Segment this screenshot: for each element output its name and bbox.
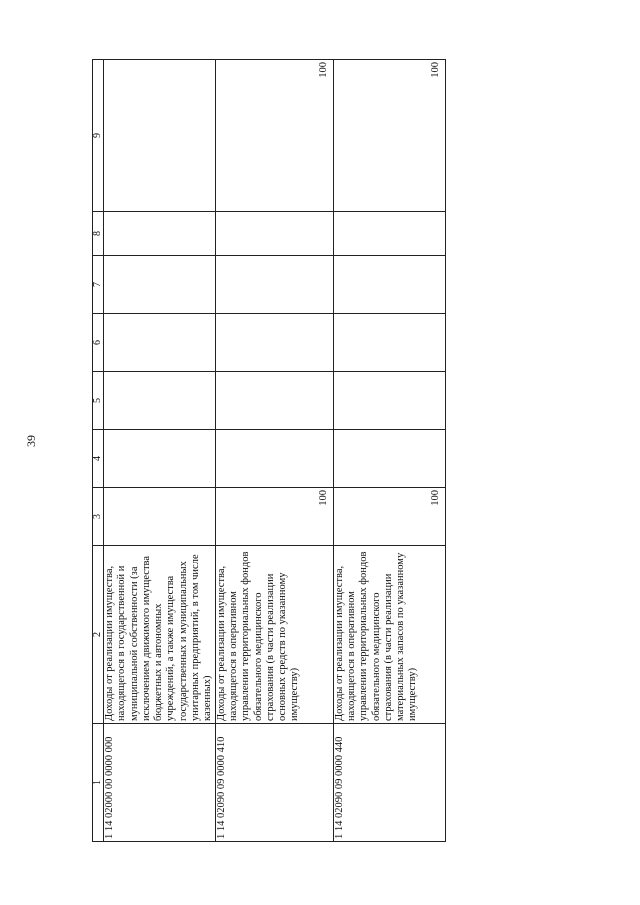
header-cell-8: 8 [93, 212, 104, 256]
table-row [104, 60, 216, 842]
value-cell-9: 100 [333, 60, 445, 212]
header-cell-4: 4 [93, 430, 104, 488]
empty-cell [333, 212, 445, 256]
empty-cell [215, 430, 333, 488]
empty-cell [215, 212, 333, 256]
empty-cell [215, 256, 333, 314]
empty-cell [104, 372, 216, 430]
value-cell-9: 100 [215, 60, 333, 212]
header-cell-9: 9 [93, 60, 104, 212]
empty-cell [333, 314, 445, 372]
header-cell-2: 2 [93, 546, 104, 724]
empty-cell [104, 314, 216, 372]
page-number: 39 [24, 435, 38, 447]
name-cell: Доходы от реализации имущества, находящегося в оперативном управлении территориальных фондов обязательного медицинского страхования (в части реализации материальных запасов по указанному имуществу) [333, 546, 445, 724]
header-cell-6: 6 [93, 314, 104, 372]
header-cell-1: 1 [93, 724, 104, 842]
empty-cell [104, 430, 216, 488]
code-cell: 1 14 02000 00 0000 000 [104, 724, 216, 842]
rotated-table-wrapper [92, 60, 442, 842]
empty-cell [333, 256, 445, 314]
value-cell-3: 100 [215, 488, 333, 546]
header-cell-5: 5 [93, 372, 104, 430]
empty-cell [104, 212, 216, 256]
empty-cell [333, 372, 445, 430]
empty-cell [104, 256, 216, 314]
empty-cell [333, 430, 445, 488]
value-cell-9 [104, 60, 216, 212]
table-row [333, 60, 445, 842]
empty-cell [215, 314, 333, 372]
table-row [215, 60, 333, 842]
code-cell: 1 14 02090 09 0000 410 [215, 724, 333, 842]
revenue-table [92, 59, 446, 842]
header-row [93, 60, 104, 842]
code-cell: 1 14 02090 09 0000 440 [333, 724, 445, 842]
value-cell-3: 100 [333, 488, 445, 546]
header-cell-7: 7 [93, 256, 104, 314]
value-cell-3 [104, 488, 216, 546]
name-cell: Доходы от реализации имущества, находящегося в государственной и муниципальной собственности (за исключением движимого имущества бюджетных и автономных учреждений, а также имущества государственных и муниципальных унитарных предприятий, в том числе казенных) [104, 546, 216, 724]
header-cell-3: 3 [93, 488, 104, 546]
name-cell: Доходы от реализации имущества, находящегося в оперативном управлении территориальных фондов обязательного медицинского страхования (в части реализации основных средств по указанному имуществу) [215, 546, 333, 724]
empty-cell [215, 372, 333, 430]
